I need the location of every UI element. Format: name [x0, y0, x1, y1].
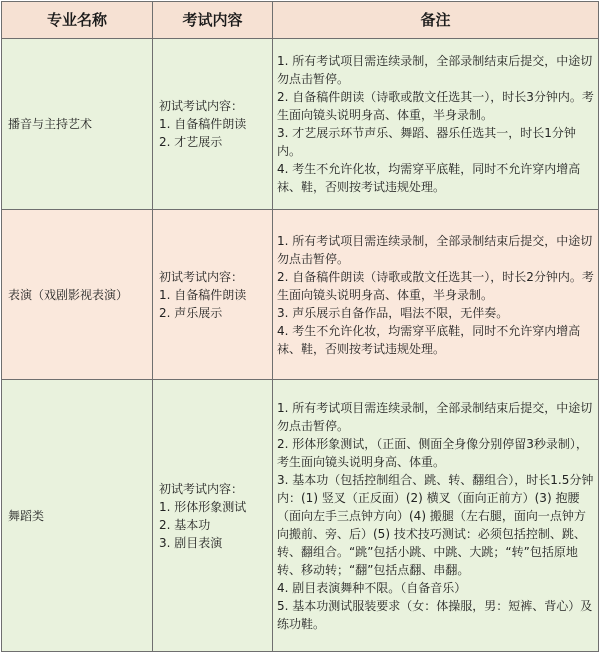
table-row: [2, 39, 599, 210]
major-cell: 舞蹈类: [2, 380, 153, 652]
content-line: 初试考试内容：: [159, 99, 244, 113]
content-line: 3. 剧目表演: [159, 535, 223, 550]
note-item: 3. 才艺展示环节声乐、舞蹈、器乐任选其一，时长1分钟内。: [277, 126, 576, 158]
note-item: 1. 所有考试项目需连续录制，全部录制结束后提交，中途切勿点击暂停。: [277, 233, 593, 266]
note-item: 4. 剧目表演舞种不限。（自备音乐）: [277, 580, 467, 595]
content-line: 1. 自备稿件朗读: [159, 117, 247, 131]
exam-content-cell: [153, 210, 273, 380]
note-item: 5. 基本功测试服装要求（女：体操服，男：短裤、背心）及练功鞋。: [277, 598, 593, 631]
header-exam-content: 考试内容: [153, 2, 273, 39]
header-major-name: 专业名称: [2, 2, 153, 39]
exam-content-cell: [153, 39, 273, 210]
remarks-cell: [273, 380, 599, 652]
content-line: 初试考试内容：: [159, 481, 244, 496]
note-item: 2. 自备稿件朗读（诗歌或散文任选其一），时长2分钟内。考生面向镜头说明身高、体重，半身录制。: [277, 269, 594, 302]
note-item: 4. 考生不允许化妆，均需穿平底鞋，同时不允许穿内增高袜、鞋，否则按考试违规处理。: [277, 162, 581, 194]
note-item: 1. 所有考试项目需连续录制，全部录制结束后提交，中途切勿点击暂停。: [277, 400, 593, 433]
remarks-cell: [273, 210, 599, 380]
content-line: 2. 声乐展示: [159, 305, 223, 320]
table-row: [2, 380, 599, 652]
note-item: 2. 自备稿件朗读（诗歌或散文任选其一），时长3分钟内。考生面向镜头说明身高、体重，半身录制。: [277, 90, 594, 122]
header-remarks: 备注: [273, 2, 599, 39]
content-line: 初试考试内容：: [159, 269, 244, 284]
note-item: 3. 声乐展示自备作品，唱法不限，无伴奏。: [277, 305, 509, 320]
content-line: 2. 基本功: [159, 517, 211, 532]
note-item: 1. 所有考试项目需连续录制，全部录制结束后提交，中途切勿点击暂停。: [277, 54, 593, 86]
content-line: 1. 自备稿件朗读: [159, 287, 247, 302]
table-header-row: [2, 2, 599, 39]
exam-requirements-table: [1, 1, 599, 652]
table-row: [2, 210, 599, 380]
major-cell: 表演（戏剧影视表演）: [2, 210, 153, 380]
remarks-cell: [273, 39, 599, 210]
content-line: 1. 形体形象测试: [159, 499, 247, 514]
major-cell: 播音与主持艺术: [2, 39, 153, 210]
exam-content-cell: [153, 380, 273, 652]
content-line: 2. 才艺展示: [159, 135, 223, 149]
note-item: 3. 基本功（包括控制组合、跳、转、翻组合），时长1.5分钟内：(1) 竖叉（正反面）(2) 横叉（面向正前方）(3) 抱腰（面向左手三点钟方向）(4) 搬腿（左右腿，面向一点钟方向搬前、旁、后）(5) 技术技巧测试：必须包括控制、跳、转、翻组合。“跳”包括小跳、中跳、大跳；“转”包括原地转、移动转；“翻”包括点翻、串翻。: [277, 472, 594, 577]
note-item: 2. 形体形象测试，（正面、侧面全身像分别停留3秒录制），考生面向镜头说明身高、体重。: [277, 436, 588, 469]
note-item: 4. 考生不允许化妆，均需穿平底鞋，同时不允许穿内增高袜、鞋，否则按考试违规处理。: [277, 323, 581, 356]
